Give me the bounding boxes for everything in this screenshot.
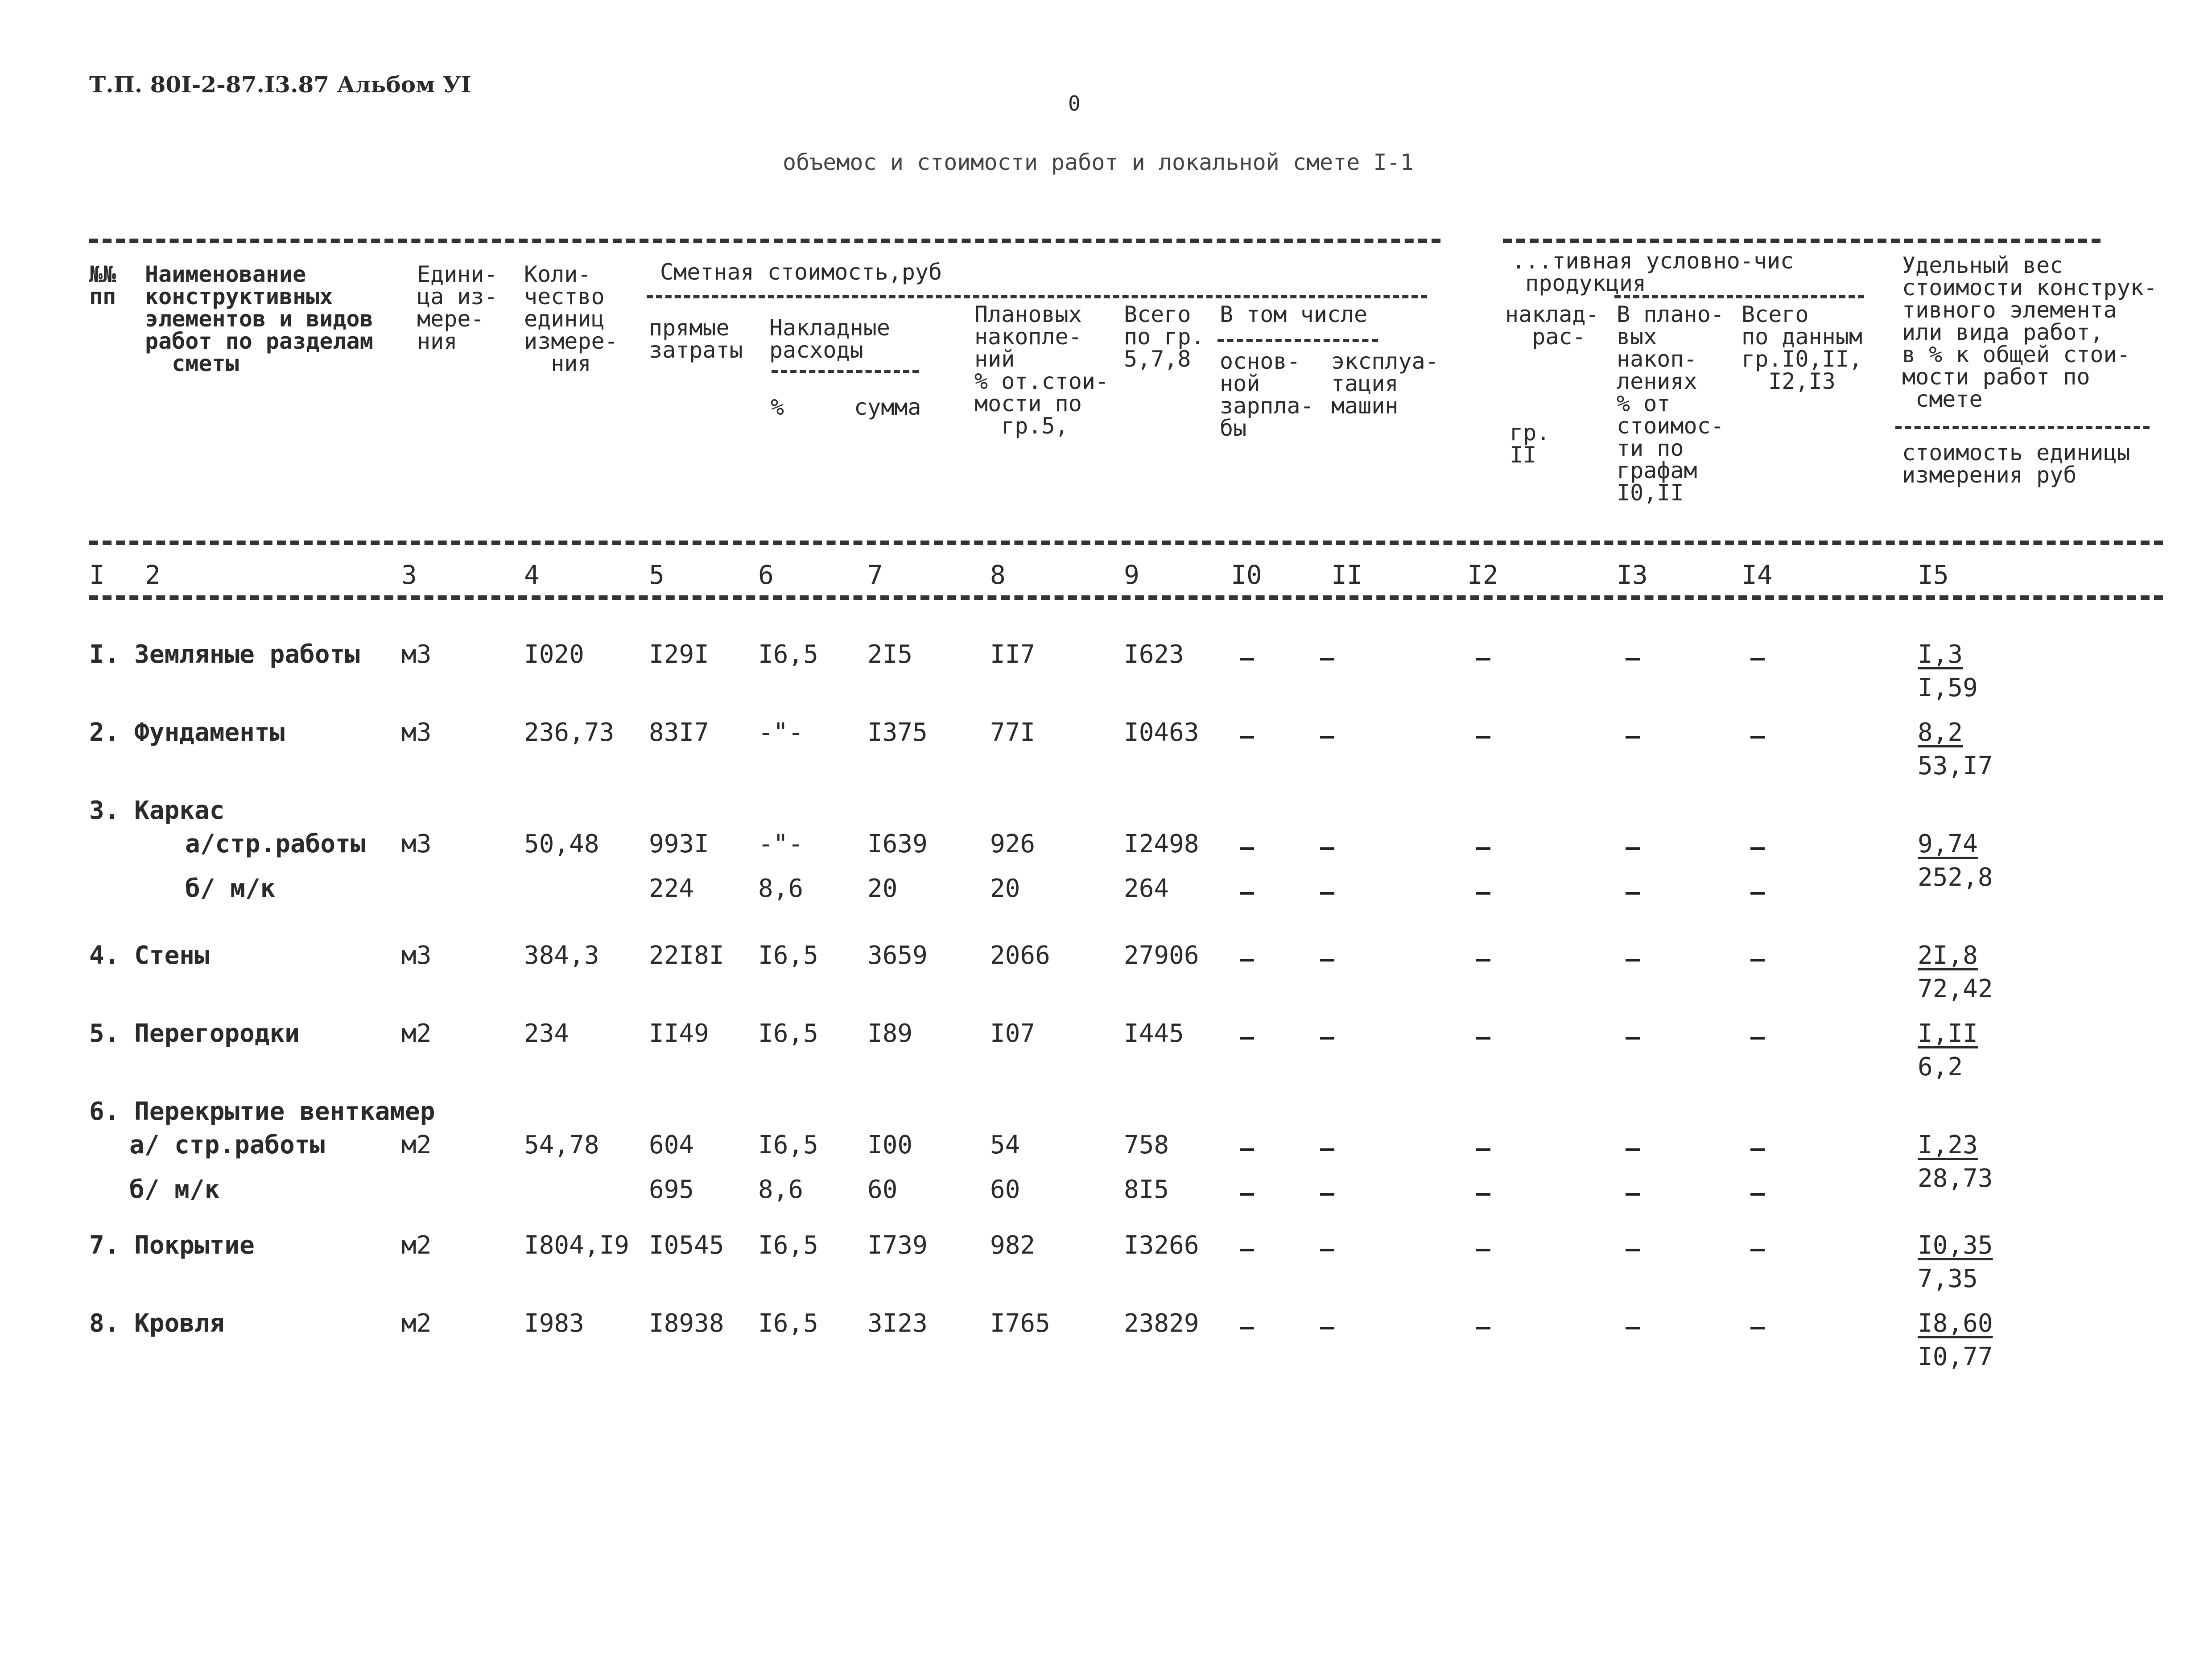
empty-cell-dash xyxy=(1626,658,1640,660)
header-col-unit: Едини- ца из- мере- ния xyxy=(417,261,498,354)
row-sum: I00 xyxy=(867,1131,913,1160)
empty-cell-dash xyxy=(1240,1193,1254,1196)
empty-cell-dash xyxy=(1626,736,1640,739)
row-direct: 604 xyxy=(649,1131,694,1160)
empty-cell-dash xyxy=(1750,1249,1765,1251)
row-pct: 8,6 xyxy=(758,1175,804,1204)
row-direct: 993I xyxy=(649,830,709,858)
row-pct: I6,5 xyxy=(758,640,818,669)
row-name: б/ м/к xyxy=(185,874,276,903)
row-qty: I020 xyxy=(524,640,584,669)
col-number: I5 xyxy=(1918,560,1949,590)
empty-cell-dash xyxy=(1320,1193,1334,1196)
row-direct: I29I xyxy=(649,640,709,669)
row-sum: I89 xyxy=(867,1019,913,1048)
col-number: 7 xyxy=(867,560,883,590)
header-nakl: Накладные расходы xyxy=(769,315,890,363)
empty-cell-dash xyxy=(1320,1148,1334,1151)
weight-subrule xyxy=(1895,426,2150,429)
empty-cell-dash xyxy=(1626,847,1640,850)
empty-cell-dash xyxy=(1476,1249,1490,1251)
row-direct: 83I7 xyxy=(649,718,709,747)
header-col-pct: % xyxy=(771,394,784,420)
empty-cell-dash xyxy=(1750,1327,1765,1329)
page-mark: 0 xyxy=(1068,91,1081,116)
row-qty: 50,48 xyxy=(524,830,599,858)
row-unit-cost: 6,2 xyxy=(1918,1052,1963,1081)
row-unit: м3 xyxy=(401,830,432,858)
row-plan: I765 xyxy=(990,1309,1050,1338)
row-unit-cost: I,59 xyxy=(1918,673,1978,702)
header-vtom: В том числе xyxy=(1220,301,1368,327)
empty-cell-dash xyxy=(1750,736,1765,739)
empty-cell-dash xyxy=(1626,892,1640,895)
row-total: 23829 xyxy=(1124,1309,1199,1338)
empty-cell-dash xyxy=(1240,959,1254,962)
header-top-rule-right xyxy=(1503,239,2101,243)
row-unit-cost: 28,73 xyxy=(1918,1164,1993,1193)
empty-cell-dash xyxy=(1320,736,1334,739)
empty-cell-dash xyxy=(1476,959,1490,962)
empty-cell-dash xyxy=(1320,1249,1334,1251)
prod-subrule xyxy=(1614,295,1864,298)
row-weight-pct: 2I,8 xyxy=(1918,941,1978,970)
row-unit: м2 xyxy=(401,1019,432,1048)
row-qty: I804,I9 xyxy=(524,1231,630,1260)
empty-cell-dash xyxy=(1626,959,1640,962)
empty-cell-dash xyxy=(1750,1193,1765,1196)
header-col-overhead: наклад- рас- xyxy=(1505,301,1599,350)
col-number: 6 xyxy=(758,560,774,590)
header-col-plan: Плановых накопле- ний % от.стои- мости по гр.5, xyxy=(974,301,1109,439)
header-col-qty: Коли- чество единиц измере- ния xyxy=(524,261,618,376)
row-name: а/стр.работы xyxy=(185,830,366,858)
header-col-num: №№ пп xyxy=(89,261,116,310)
empty-cell-dash xyxy=(1750,1037,1765,1040)
row-sum: 60 xyxy=(867,1175,898,1204)
row-direct: I8938 xyxy=(649,1309,724,1338)
row-plan: 926 xyxy=(990,830,1036,858)
empty-cell-dash xyxy=(1240,658,1254,660)
empty-cell-dash xyxy=(1240,1037,1254,1040)
nakl-subrule xyxy=(772,370,919,373)
row-name: а/ стр.работы xyxy=(129,1131,325,1160)
header-col-total2: Всего по данным гр.I0,II, I2,I3 xyxy=(1742,301,1862,394)
row-unit: м3 xyxy=(401,941,432,970)
row-sum: 3I23 xyxy=(867,1309,928,1338)
smeta-subrule xyxy=(647,295,1427,298)
row-plan: 20 xyxy=(990,874,1020,903)
header-bottom-rule xyxy=(89,595,2163,600)
row-unit-cost: 72,42 xyxy=(1918,974,1993,1003)
row-total: 8I5 xyxy=(1124,1175,1169,1204)
empty-cell-dash xyxy=(1626,1148,1640,1151)
row-plan: 982 xyxy=(990,1231,1036,1260)
row-plan: 54 xyxy=(990,1131,1020,1160)
header-col-machines: эксплуа- тация машин xyxy=(1331,348,1439,419)
header-col-weight: Удельный вес стоимости конструк- тивного элемента или вида работ, в % к общей стои- мости работ по смете xyxy=(1902,252,2157,412)
empty-cell-dash xyxy=(1750,847,1765,850)
empty-cell-dash xyxy=(1476,736,1490,739)
row-weight-pct: 8,2 xyxy=(1918,718,1963,747)
row-plan: 60 xyxy=(990,1175,1020,1204)
empty-cell-dash xyxy=(1240,1327,1254,1329)
empty-cell-dash xyxy=(1320,1037,1334,1040)
empty-cell-dash xyxy=(1240,736,1254,739)
row-sum: I739 xyxy=(867,1231,928,1260)
row-weight-pct: I,23 xyxy=(1918,1131,1978,1160)
row-unit-cost: 7,35 xyxy=(1918,1264,1978,1293)
header-top-rule-left xyxy=(89,239,1440,243)
empty-cell-dash xyxy=(1476,1148,1490,1151)
row-total: I445 xyxy=(1124,1019,1184,1048)
empty-cell-dash xyxy=(1626,1249,1640,1251)
row-direct: I0545 xyxy=(649,1231,724,1260)
empty-cell-dash xyxy=(1320,847,1334,850)
row-pct: I6,5 xyxy=(758,941,818,970)
row-plan: 77I xyxy=(990,718,1036,747)
header-col-direct: прямые затраты xyxy=(649,315,743,363)
header-col-planacc: В плано- вых накоп- лениях % от стоимос- ти по графам I0,II xyxy=(1617,301,1724,506)
empty-cell-dash xyxy=(1476,1327,1490,1329)
row-sum: 3659 xyxy=(867,941,928,970)
header-col-sum: сумма xyxy=(854,394,921,420)
row-plan: II7 xyxy=(990,640,1036,669)
row-name: 7. Покрытие xyxy=(89,1231,255,1260)
empty-cell-dash xyxy=(1240,892,1254,895)
row-name: I. Земляные работы xyxy=(89,640,360,669)
row-sum: 2I5 xyxy=(867,640,913,669)
empty-cell-dash xyxy=(1750,892,1765,895)
vtom-subrule xyxy=(1217,339,1378,342)
col-number: 2 xyxy=(145,560,161,590)
row-unit-cost: I0,77 xyxy=(1918,1342,1993,1371)
row-unit: м3 xyxy=(401,640,432,669)
empty-cell-dash xyxy=(1626,1193,1640,1196)
row-total: 27906 xyxy=(1124,941,1199,970)
row-total: 264 xyxy=(1124,874,1169,903)
col-number: I0 xyxy=(1231,560,1262,590)
header-col-total: Всего по гр. 5,7,8 xyxy=(1124,301,1205,372)
row-qty: 384,3 xyxy=(524,941,599,970)
empty-cell-dash xyxy=(1320,658,1334,660)
row-sum: I639 xyxy=(867,830,928,858)
row-name: 8. Кровля xyxy=(89,1309,225,1338)
row-weight-pct: I0,35 xyxy=(1918,1231,1993,1260)
row-pct: I6,5 xyxy=(758,1019,818,1048)
empty-cell-dash xyxy=(1626,1037,1640,1040)
row-plan: I07 xyxy=(990,1019,1036,1048)
row-sum: I375 xyxy=(867,718,928,747)
empty-cell-dash xyxy=(1240,1148,1254,1151)
row-unit: м2 xyxy=(401,1309,432,1338)
row-direct: II49 xyxy=(649,1019,709,1048)
row-total: I2498 xyxy=(1124,830,1199,858)
header-col-name: Наименование конструктивных элементов и видов работ по разделам сметы xyxy=(145,261,373,376)
col-number: 9 xyxy=(1124,560,1139,590)
row-weight-pct: I,II xyxy=(1918,1019,1978,1048)
row-weight-pct: I,3 xyxy=(1918,640,1963,669)
row-unit-cost: 252,8 xyxy=(1918,863,1993,892)
row-pct: -"- xyxy=(758,718,804,747)
empty-cell-dash xyxy=(1320,892,1334,895)
row-pct: -"- xyxy=(758,830,804,858)
row-weight-pct: I8,60 xyxy=(1918,1309,1993,1338)
header-col-overhead-gr: гр. II xyxy=(1510,420,1550,468)
row-pct: I6,5 xyxy=(758,1231,818,1260)
empty-cell-dash xyxy=(1476,892,1490,895)
col-number: 3 xyxy=(401,560,417,590)
row-name: 5. Перегородки xyxy=(89,1019,300,1048)
document-title: объемос и стоимости работ и локальной смете I-1 xyxy=(783,149,1414,175)
row-name: 2. Фундаменты xyxy=(89,718,285,747)
empty-cell-dash xyxy=(1750,658,1765,660)
row-plan: 2066 xyxy=(990,941,1050,970)
row-direct: 695 xyxy=(649,1175,694,1204)
header-col-salary: основ- ной зарпла- бы xyxy=(1220,348,1314,441)
row-pct: 8,6 xyxy=(758,874,804,903)
empty-cell-dash xyxy=(1476,1193,1490,1196)
header-smeta: Сметная стоимость,руб xyxy=(660,259,942,285)
row-section-name: 6. Перекрытие венткамер xyxy=(89,1097,435,1126)
row-name: б/ м/к xyxy=(129,1175,220,1204)
row-qty: 236,73 xyxy=(524,718,615,747)
row-unit: м3 xyxy=(401,718,432,747)
col-number: I4 xyxy=(1742,560,1773,590)
empty-cell-dash xyxy=(1750,959,1765,962)
row-qty: 54,78 xyxy=(524,1131,599,1160)
row-qty: 234 xyxy=(524,1019,570,1048)
header-normprod: ...тивная условно-чис продукция xyxy=(1512,248,1794,296)
col-number: I3 xyxy=(1617,560,1648,590)
empty-cell-dash xyxy=(1750,1148,1765,1151)
empty-cell-dash xyxy=(1626,1327,1640,1329)
row-direct: 22I8I xyxy=(649,941,724,970)
row-qty: I983 xyxy=(524,1309,584,1338)
row-weight-pct: 9,74 xyxy=(1918,830,1978,858)
col-number: 8 xyxy=(990,560,1006,590)
empty-cell-dash xyxy=(1240,1249,1254,1251)
empty-cell-dash xyxy=(1320,959,1334,962)
empty-cell-dash xyxy=(1476,1037,1490,1040)
empty-cell-dash xyxy=(1320,1327,1334,1329)
row-unit-cost: 53,I7 xyxy=(1918,751,1993,780)
row-total: I3266 xyxy=(1124,1231,1199,1260)
col-number: II xyxy=(1331,560,1362,590)
row-section-name: 3. Каркас xyxy=(89,796,225,825)
empty-cell-dash xyxy=(1476,658,1490,660)
row-total: I623 xyxy=(1124,640,1184,669)
col-number: 4 xyxy=(524,560,540,590)
row-unit: м2 xyxy=(401,1231,432,1260)
header-mid-rule xyxy=(89,541,2163,545)
col-number: 5 xyxy=(649,560,664,590)
empty-cell-dash xyxy=(1240,847,1254,850)
col-number: I2 xyxy=(1467,560,1498,590)
document-reference: Т.П. 80I-2-87.I3.87 Альбом УI xyxy=(89,71,471,98)
empty-cell-dash xyxy=(1476,847,1490,850)
row-unit: м2 xyxy=(401,1131,432,1160)
row-sum: 20 xyxy=(867,874,898,903)
row-direct: 224 xyxy=(649,874,694,903)
row-pct: I6,5 xyxy=(758,1131,818,1160)
row-total: 758 xyxy=(1124,1131,1169,1160)
row-total: I0463 xyxy=(1124,718,1199,747)
col-number: I xyxy=(89,560,105,590)
row-pct: I6,5 xyxy=(758,1309,818,1338)
row-name: 4. Стены xyxy=(89,941,210,970)
header-col-unitcost: стоимость единицы измерения руб xyxy=(1902,440,2130,488)
